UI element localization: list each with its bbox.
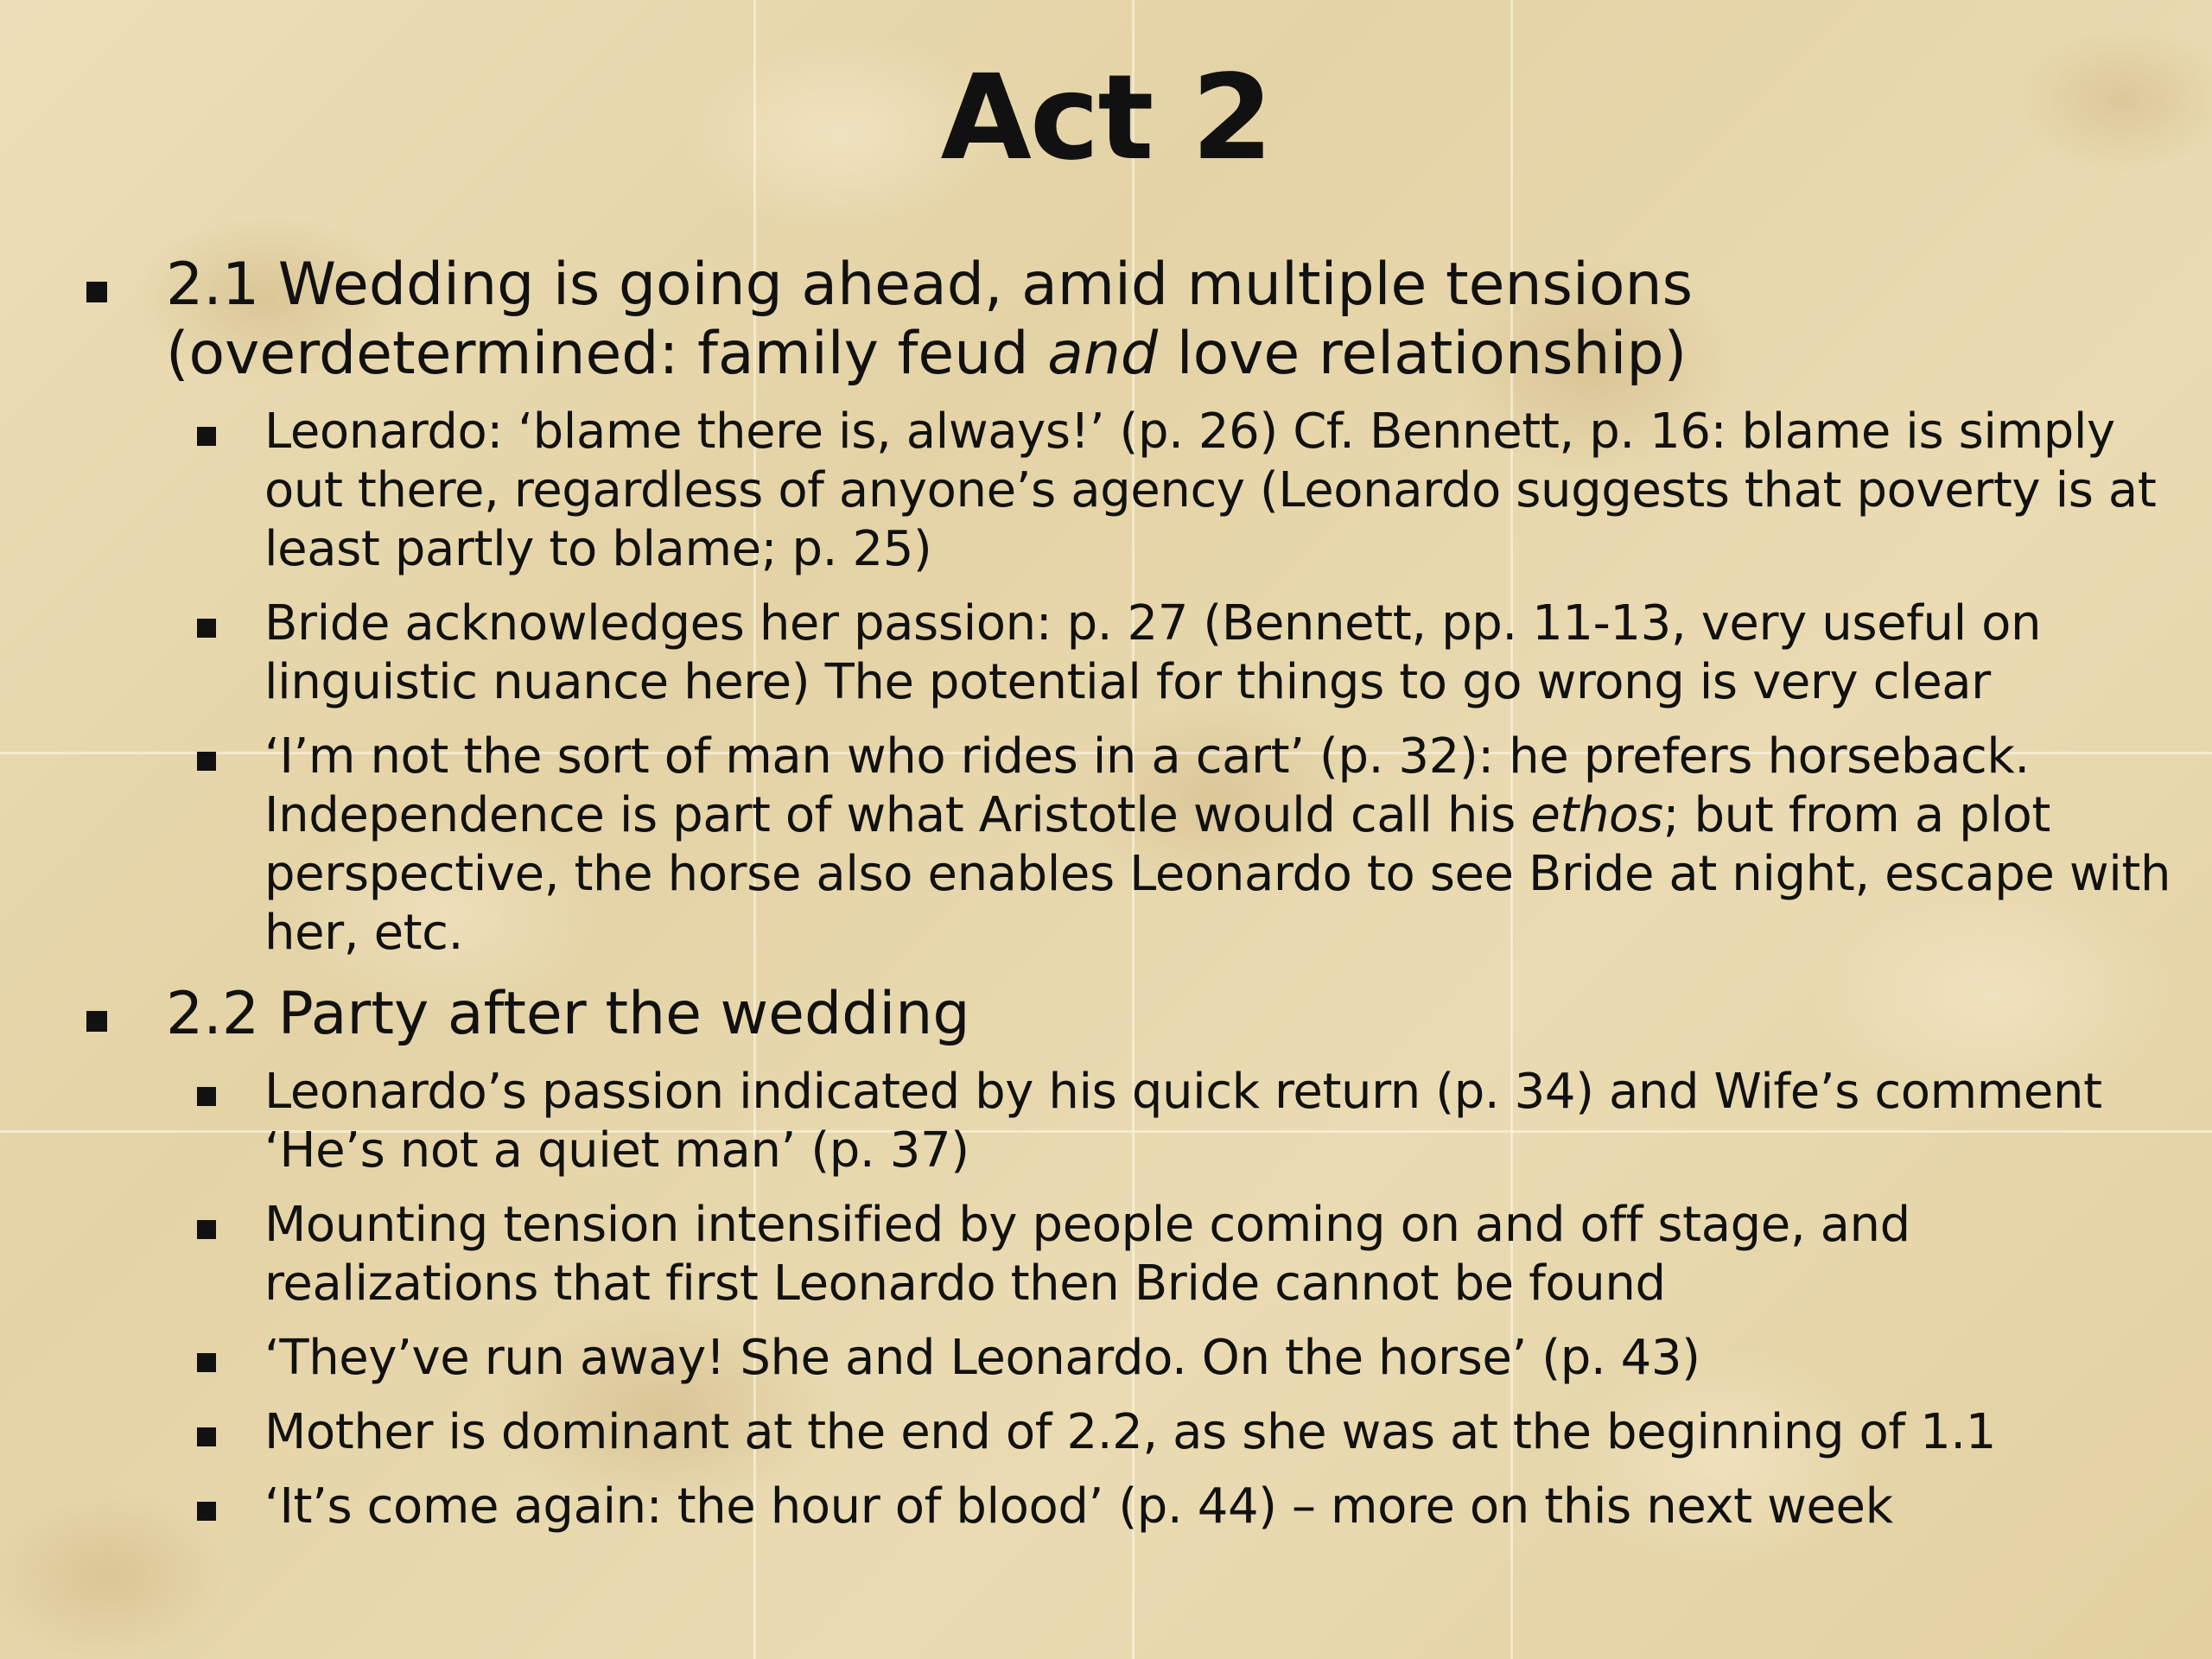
list-item xyxy=(78,594,2186,712)
list-item xyxy=(78,728,2186,963)
text-run: Leonardo’s passion indicated by his quick return (p. 34) and Wife’s comment ‘He’s not a quiet man’ (p. 37) xyxy=(264,1064,2102,1179)
emphasis-text: ethos xyxy=(1530,787,1663,843)
text-run: Mother is dominant at the end of 2.2, as she was at the beginning of 1.1 xyxy=(264,1404,1996,1460)
list-item xyxy=(78,1403,2186,1462)
square-bullet-icon xyxy=(197,1353,216,1372)
list-item xyxy=(78,1478,2186,1536)
text-run: love relationship) xyxy=(1158,320,1688,388)
text-run: ‘They’ve run away! She and Leonardo. On the horse’ (p. 43) xyxy=(264,1330,1700,1386)
slide-body xyxy=(78,251,2186,1536)
text-run: 2.1 Wedding is going ahead, amid multiple tensions (overdetermined: family feud xyxy=(166,251,1694,388)
text-run: Mounting tension intensified by people coming on and off stage, and realizations that first Leonardo then Bride cannot be found xyxy=(264,1197,1910,1312)
text-run: Bride acknowledges her passion: p. 27 (Bennett, pp. 11-13, very useful on linguistic nuance here) The potential for things to go wrong is very clear xyxy=(264,595,2042,710)
text-run: ‘I’m not the sort of man who rides in a cart’ (p. 32): he prefers horseback. Independence is part of what Aristotle would call his xyxy=(264,728,2030,843)
square-bullet-icon xyxy=(197,1502,216,1521)
text-run: ‘It’s come again: the hour of blood’ (p. 44) – more on this next week xyxy=(264,1478,1893,1535)
square-bullet-icon xyxy=(197,427,216,446)
square-bullet-icon xyxy=(197,1087,216,1106)
list-item xyxy=(78,403,2186,579)
text-run: ; but from a plot perspective, the horse also enables Leonardo to see Bride at night, escape with her, etc. xyxy=(264,787,2171,961)
square-bullet-icon xyxy=(197,619,216,638)
square-bullet-icon xyxy=(86,282,107,302)
text-run: Leonardo: ‘blame there is, always!’ (p. 26) Cf. Bennett, p. 16: blame is simply out there, regardless of anyone’s agency (Leonardo suggests that poverty is at least partly to blame; p. 25) xyxy=(264,404,2157,577)
slide-title: Act 2 xyxy=(940,50,1272,187)
square-bullet-icon xyxy=(197,1427,216,1446)
list-item xyxy=(78,1329,2186,1388)
square-bullet-icon xyxy=(197,752,216,771)
text-run: 2.2 Party after the wedding xyxy=(166,980,970,1048)
section-heading-2-1 xyxy=(78,251,2186,389)
section-heading-2-2 xyxy=(78,980,2186,1049)
emphasis-text: and xyxy=(1047,320,1159,388)
list-item xyxy=(78,1196,2186,1313)
square-bullet-icon xyxy=(197,1220,216,1239)
list-item xyxy=(78,1063,2186,1180)
square-bullet-icon xyxy=(86,1011,107,1032)
